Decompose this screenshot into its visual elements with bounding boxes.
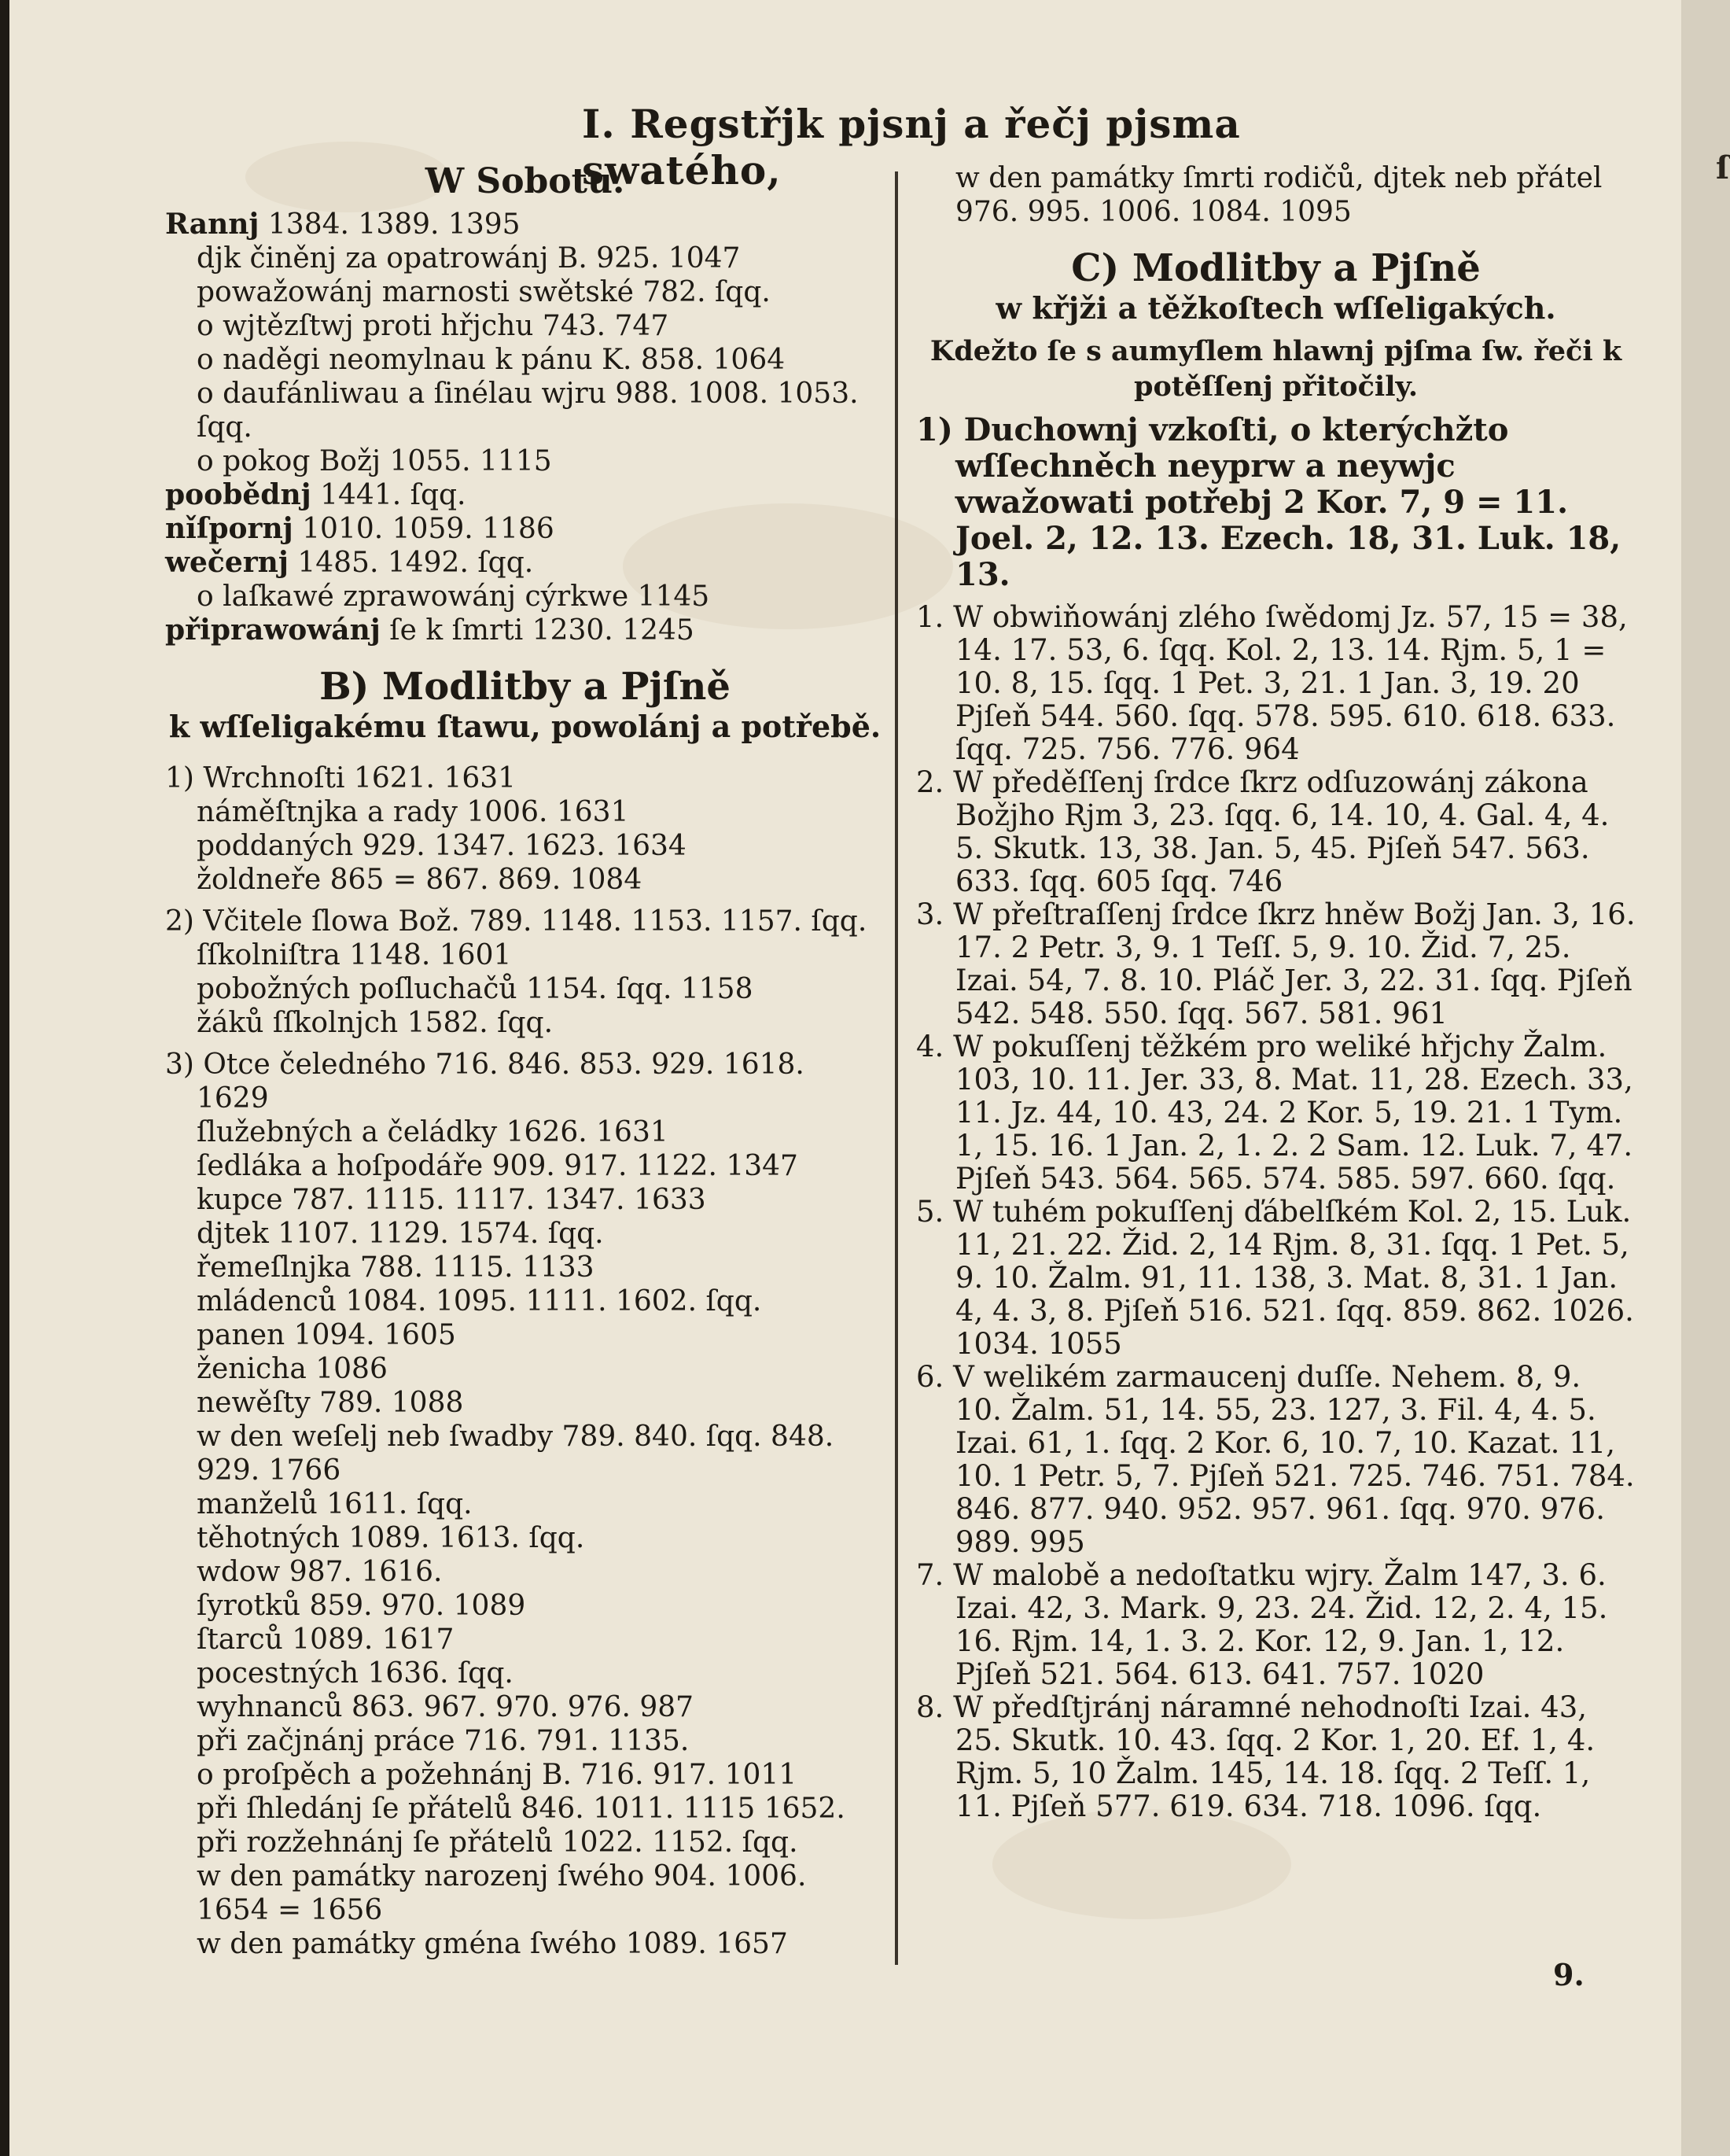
index-entry: kupce 787. 1115. 1117. 1347. 1633 [197,1184,706,1216]
index-entry: w den weſelj neb ſwadby 789. 840. ſqq. 848. 929. 1766 [197,1421,834,1487]
index-entry: djtek 1107. 1129. 1574. ſqq. [197,1218,604,1250]
index-entry: w den památky narozenj ſwého 904. 1006. 1654 = 1656 [197,1860,807,1926]
index-entry: newěſty 789. 1088 [197,1387,464,1419]
index-entry: o laſkawé zprawowánj cýrkwe 1145 [197,580,710,613]
numbered-item: 5. W tuhém pokuſſenj ďábelſkém Kol. 2, 15. Luk. 11, 21. 22. Žid. 2, 14 Rjm. 8, 31. ſqq. 1 Pet. 5, 9. 10. Žalm. 91, 11. 138, 3. Mat. 8, 31. 1 Jan. 4, 4. 3, 8. Pjſeň 516. 521. ſqq. 859. 862. 1026. 1034. 1055 [916,1195,1634,1361]
section-note-c: Kdežto ſe s aumyſlem hlawnj pjſma ſw. řeči k potěſſenj přitočily. [929,335,1622,403]
index-entry: w den památky gména ſwého 1089. 1657 [197,1928,788,1960]
index-entry: djk činěnj za opatrowánj B. 925. 1047 [197,242,741,275]
index-entry: pobožných poſluchačů 1154. ſqq. 1158 [197,973,753,1005]
index-entry: ſlužebných a čeládky 1626. 1631 [197,1116,668,1148]
index-entry: ženicha 1086 [197,1353,388,1385]
numbered-item: 2. W předěſſenj ſrdce ſkrz odſuzowánj zákona Božjho Rjm 3, 23. ſqq. 6, 14. 10, 4. Gal. 4, 4. 5. Skutk. 13, 38. Jan. 5, 45. Pjſeň 547. 563. 633. ſqq. 605 ſqq. 746 [916,765,1610,898]
index-entry: ſyrotků 859. 970. 1089 [197,1590,526,1622]
index-entry: o daufánliwau a ſinélau wjru 988. 1008. 1053. ſqq. [197,378,859,444]
index-entry: powažowánj marnosti swětské 782. ſqq. [197,276,771,308]
numbered-item: 7. W malobě a nedoſtatku wjry. Žalm 147, 3. 6. Izai. 42, 3. Mark. 9, 23. 24. Žid. 12, 2. 4, 15. 16. Rjm. 14, 1. 3. 2. Kor. 12, 9. Jan. 1, 12. Pjſeň 521. 564. 613. 641. 757. 1020 [916,1558,1608,1691]
index-entry: pocestných 1636. ſqq. [197,1657,513,1690]
intro-paragraph: 1) Duchownj vzkoſti, o kterýchžto wſſechněch neyprw a neywjc vwažowati potřebj 2 Kor. 7, 9 = 11. Joel. 2, 12. 13. Ezech. 18, 31. Luk. 18, 13. [916,411,1621,593]
index-entry: mládenců 1084. 1095. 1111. 1602. ſqq. [197,1285,762,1318]
section-heading-b: B) Modlitby a Pjſně [319,665,731,709]
index-entry: wdow 987. 1616. [197,1556,443,1588]
next-page-letter: ſ [1716,149,1730,186]
numbered-item: 1. W obwiňowánj zlého ſwědomj Jz. 57, 15 = 38, 14. 17. 53, 6. ſqq. Kol. 2, 13. 14. Rjm. 5, 1 = 10. 8, 15. ſqq. 1 Pet. 3, 21. 1 Jan. 3, 19. 20 Pjſeň 544. 560. ſqq. 578. 595. 610. 618. 633. ſqq. 725. 756. 776. 964 [916,600,1628,766]
index-entry: 1) Wrchnoſti 1621. 1631 [165,762,517,794]
index-entry: wyhnanců 863. 967. 970. 976. 987 [197,1691,694,1723]
index-entry: ſſkolniſtra 1148. 1601 [197,939,512,971]
page-header: I. Regstřjk pjsnj a řečj pjsma swatého, [582,101,1241,193]
section-subheading-b: k wſſeligakému ſtawu, powolánj a potřebě. [168,709,882,744]
section-heading-sobota: W Sobotu. [425,161,625,201]
index-entry: o wjtězſtwj proti hřjchu 743. 747 [197,310,669,342]
index-entry: w den památky ſmrti rodičů, djtek neb přátel 976. 995. 1006. 1084. 1095 [955,162,1603,228]
index-entry: o pokog Božj 1055. 1115 [197,445,552,477]
index-entry: ſedláka a hoſpodáře 909. 917. 1122. 1347 [197,1150,798,1182]
left-column [165,161,885,1961]
index-entry: 3) Otce čeledného 716. 846. 853. 929. 1618. 1629 [165,1049,804,1115]
index-entry: žoldneře 865 = 867. 869. 1084 [197,864,642,896]
index-entry: panen 1094. 1605 [197,1319,456,1351]
next-page-edge [1681,0,1730,2156]
index-entry: při ſhledánj ſe přátelů 846. 1011. 1115 1652. [197,1793,845,1825]
index-entry: wečernj 1485. 1492. ſqq. [165,546,534,579]
page-number: 9. [1553,1957,1585,1992]
numbered-item: 3. W přeſtraſſenj ſrdce ſkrz hněw Božj Jan. 3, 16. 17. 2 Petr. 3, 9. 1 Teſſ. 5, 9. 10. Žid. 7, 25. Izai. 54, 7. 8. 10. Pláč Jer. 3, 22. 31. ſqq. Pjſeň 542. 548. 550. ſqq. 567. 581. 961 [916,897,1636,1030]
paper-stain [992,1809,1291,1919]
numbered-item: 6. V welikém zarmaucenj duſſe. Nehem. 8, 9. 10. Žalm. 51, 14. 55, 23. 127, 3. Fil. 4, 4. 5. Izai. 61, 1. ſqq. 2 Kor. 6, 10. 7, 10. Kazat. 11, 10. 1 Petr. 5, 7. Pjſeň 521. 725. 746. 751. 784. 846. 877. 940. 952. 957. 961. ſqq. 970. 976. 989. 995 [916,1360,1635,1559]
index-entry: o proſpěch a požehnánj B. 716. 917. 1011 [197,1759,797,1791]
right-column [916,161,1636,1823]
index-entry: při rozžehnánj ſe přátelů 1022. 1152. ſqq. [197,1826,798,1859]
index-entry: Rannj 1384. 1389. 1395 [165,208,521,241]
numbered-item: 8. W předſtjránj náramné nehodnoſti Izai. 43, 25. Skutk. 10. 43. ſqq. 2 Kor. 1, 20. Ef. 1, 4. Rjm. 5, 10 Žalm. 145, 14. 18. ſqq. 2 Teſſ. 1, 11. Pjſeň 577. 619. 634. 718. 1096. ſqq. [916,1690,1596,1823]
index-entry: o naděgi neomylnau k pánu K. 858. 1064 [197,344,786,376]
index-entry: poobědnj 1441. ſqq. [165,478,466,511]
index-entry: nǐſpornj 1010. 1059. 1186 [165,512,554,545]
column-divider [895,171,898,1965]
section-heading-c: C) Modlitby a Pjſně [1071,246,1481,290]
index-entry: manželů 1611. ſqq. [197,1488,473,1520]
index-entry: připrawowánj ſe k ſmrti 1230. 1245 [165,614,694,647]
index-entry: poddaných 929. 1347. 1623. 1634 [197,830,686,862]
numbered-item: 4. W pokuſſenj těžkém pro weliké hřjchy Žalm. 103, 10. 11. Jer. 33, 8. Mat. 11, 28. Ezech. 33, 11. Jz. 44, 10. 43, 24. 2 Kor. 5, 19. 21. 1 Tym. 1, 15. 16. 1 Jan. 2, 1. 2. 2 Sam. 12. Luk. 7, 47. Pjſeň 543. 564. 565. 574. 585. 597. 660. ſqq. [916,1030,1633,1196]
index-entry: při začjnánj práce 716. 791. 1135. [197,1725,690,1757]
index-entry: žáků ſſkolnjch 1582. ſqq. [197,1007,554,1039]
section-subheading-c: w křjži a těžkoſtech wſſeligakých. [996,290,1556,326]
index-entry: těhotných 1089. 1613. ſqq. [197,1522,585,1554]
index-entry: řemeſlnjka 788. 1115. 1133 [197,1251,594,1284]
index-entry: 2) Včitele ſlowa Bož. 789. 1148. 1153. 1157. ſqq. [165,905,867,938]
index-entry: náměſtnjka a rady 1006. 1631 [197,796,629,828]
index-entry: ſtarců 1089. 1617 [197,1623,455,1656]
